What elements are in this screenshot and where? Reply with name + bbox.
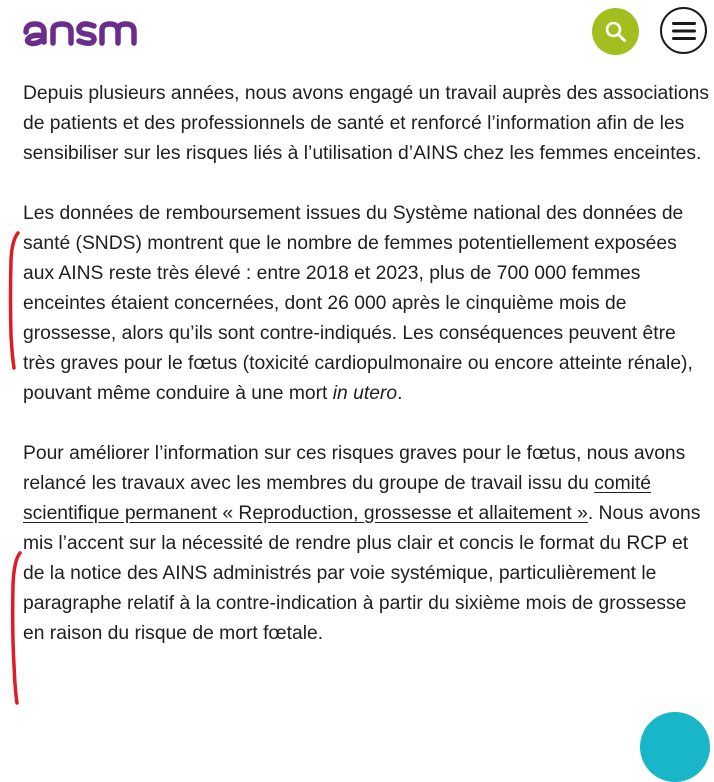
floating-action-button[interactable] xyxy=(640,712,710,782)
menu-button[interactable] xyxy=(660,7,707,54)
paragraph-2 xyxy=(23,199,713,409)
site-header xyxy=(0,0,714,70)
hamburger-menu-icon xyxy=(672,21,696,41)
paragraph-3-text: Pour améliorer l’information sur ces risques graves pour le fœtus, nous avons relancé les travaux avec les membres du groupe de travail issu du xyxy=(23,443,686,494)
committee-link[interactable]: comité scientifique permanent « Reproduction, grossesse et allaitement » xyxy=(23,473,652,524)
search-button[interactable] xyxy=(592,8,639,55)
paragraph-1 xyxy=(23,79,713,169)
ansm-logo[interactable] xyxy=(22,10,158,52)
paragraph-2-end: . xyxy=(397,383,403,404)
paragraph-3 xyxy=(23,439,713,649)
in-utero-italic: in utero xyxy=(332,383,398,404)
article-body xyxy=(23,79,713,679)
ansm-logo-image xyxy=(22,10,158,52)
paragraph-2-text: Les données de remboursement issues du Système national des données de santé (SNDS) montrent que le nombre de femmes potentiellement exposées aux AINS reste très élevé : entre 2018 et 2023, plus de 700 000 femmes enceintes étaient concernées, dont 26 000 après le cinquième mois de grossesse, alors qu’ils sont contre-indiqués. Les conséquences peuvent être très graves pour le fœtus (toxicité cardiopulmonaire ou encore atteinte rénale), pouvant même conduire à une mort xyxy=(23,203,693,404)
red-annotation-mark-bottom xyxy=(13,553,20,703)
red-annotation-mark-top xyxy=(11,233,19,368)
paragraph-1-text: Depuis plusieurs années, nous avons engagé un travail auprès des associations de patients et des professionnels de santé et renforcé l’information afin de les sensibiliser sur les risques liés à l’utilisation d’AINS chez les femmes enceintes. xyxy=(23,83,709,164)
paragraph-3-end: . Nous avons mis l’accent sur la nécessité de rendre plus clair et concis le format du RCP et de la notice des AINS administrés par voie systémique, particulièrement le paragraphe relatif à la contre-indication à partir du sixième mois de grossesse en raison du risque de mort fœtale. xyxy=(23,503,701,644)
search-icon xyxy=(603,19,629,45)
